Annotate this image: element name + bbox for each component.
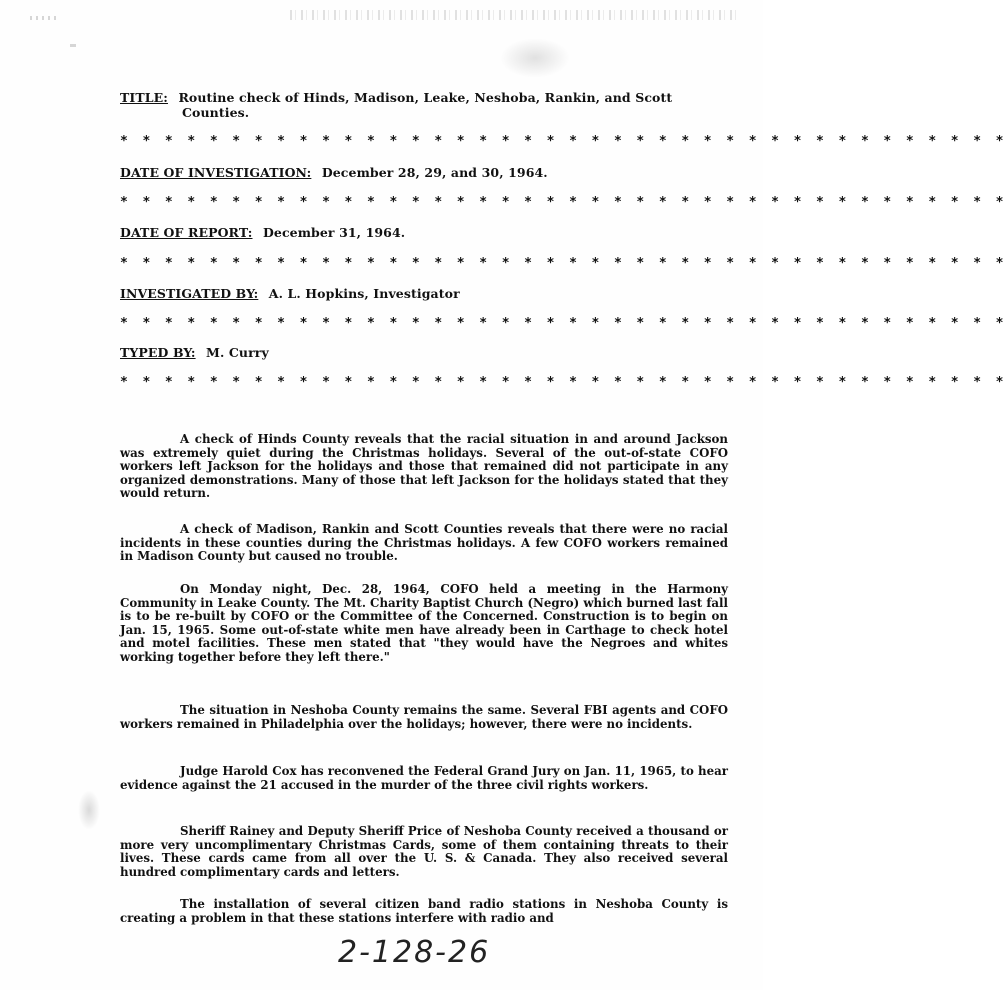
- paragraph-radio-stations: The installation of several citizen band radio stations in Neshoba County is creating a problem in that these stations interfere with radio and: [120, 897, 728, 925]
- paragraph-grand-jury: Judge Harold Cox has reconvened the Federal Grand Jury on Jan. 11, 1965, to hear evidence against the 21 accused in the murder of the three civil rights workers.: [120, 764, 728, 792]
- margin-mark: [78, 790, 100, 830]
- paragraph-leake: On Monday night, Dec. 28, 1964, COFO held a meeting in the Harmony Community in Leake County. The Mt. Charity Baptist Church (Negro) which burned last fall is to be re-built by COFO or the Committee of the Concerned. Construction is to begin on Jan. 15, 1965. Some out-of-state white men have already been in Carthage to check hotel and motel facilities. These men stated that "they would have the Negroes and whites working together before they left there.": [120, 582, 728, 664]
- separator-2: * * * * * * * * * * * * * * * * * * * * * * * * * * * * * * * * * * * * * * * *: [120, 195, 1007, 210]
- date-investigation-value: December 28, 29, and 30, 1964.: [321, 165, 548, 180]
- scan-noise: [290, 10, 740, 20]
- investigated-by-value: A. L. Hopkins, Investigator: [268, 286, 460, 301]
- separator-5: * * * * * * * * * * * * * * * * * * * * * * * * * * * * * * * * * * * * * * * *: [120, 375, 1007, 390]
- typed-by-field: [120, 345, 269, 360]
- typed-by-label: TYPED BY:: [120, 345, 196, 360]
- date-report-label: DATE OF REPORT:: [120, 225, 253, 240]
- title-label: TITLE:: [120, 90, 168, 105]
- separator-1: * * * * * * * * * * * * * * * * * * * * * * * * * * * * * * * * * * * * * * * *: [120, 134, 1007, 149]
- investigated-by-label: INVESTIGATED BY:: [120, 286, 259, 301]
- scan-noise-left-dot: [70, 44, 76, 47]
- separator-3: * * * * * * * * * * * * * * * * * * * * * * * * * * * * * * * * * * * * * * * *: [120, 256, 1007, 271]
- title-field: [120, 90, 690, 120]
- typed-by-value: M. Curry: [206, 345, 269, 360]
- title-line1: Routine check of Hinds, Madison, Leake, Neshoba, Rankin, and Scott: [178, 90, 673, 105]
- date-report-field: [120, 225, 405, 240]
- title-line2: Counties.: [182, 105, 250, 120]
- paragraph-madison: A check of Madison, Rankin and Scott Counties reveals that there were no racial incidents in these counties during the Christmas holidays. A few COFO workers remained in Madison County but caused no trouble.: [120, 522, 728, 564]
- handwritten-file-number: 2-128-26: [338, 935, 491, 970]
- date-investigation-label: DATE OF INVESTIGATION:: [120, 165, 312, 180]
- scan-noise-left: [30, 16, 60, 20]
- separator-4: * * * * * * * * * * * * * * * * * * * * * * * * * * * * * * * * * * * * * * * *: [120, 316, 1007, 331]
- paragraph-neshoba: The situation in Neshoba County remains the same. Several FBI agents and COFO workers remained in Philadelphia over the holidays; however, there were no incidents.: [120, 703, 728, 731]
- date-investigation-field: [120, 165, 548, 180]
- stamp-smudge: [500, 38, 570, 78]
- paragraph-christmas-cards: Sheriff Rainey and Deputy Sheriff Price of Neshoba County received a thousand or more very uncomplimentary Christmas Cards, some of them containing threats to their lives. These cards came from all over the U. S. & Canada. They also received several hundred complimentary cards and letters.: [120, 824, 728, 879]
- investigated-by-field: [120, 286, 460, 301]
- date-report-value: December 31, 1964.: [262, 225, 406, 240]
- paragraph-hinds: A check of Hinds County reveals that the racial situation in and around Jackson was extremely quiet during the Christmas holidays. Several of the out-of-state COFO workers left Jackson for the holidays and those that remained did not participate in any organized demonstrations. Many of those that left Jackson for the holidays stated that they would return.: [120, 432, 728, 501]
